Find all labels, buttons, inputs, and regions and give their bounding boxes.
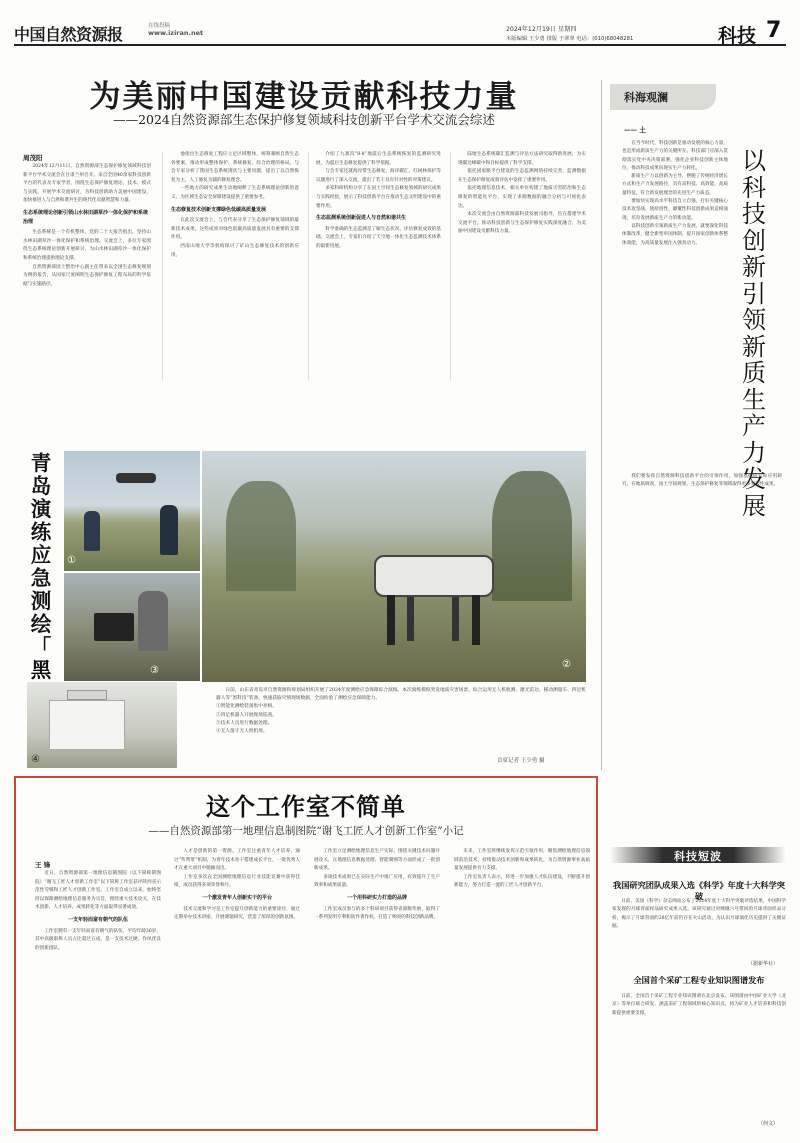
lead-paragraph: 他指出生态修复工程应立足区域整体，统筹兼顾自然生态各要素，推动形成整体保护、系统修复、综合治理的格局。与会专家分析了我国生态系统现状与主要问题，提出了以自然恢复为主、人工修复为辅的修复理念。 <box>171 152 299 183</box>
lead-paragraph: 生态系统是一个有机整体，党的二十大报告指出，坚持山水林田湖草沙一体化保护和系统治理。交流会上，多位专家围绕生态系统理论创新开展研讨，为山水林田湖草沙一体化保护和系统治理提供理论支撑。 <box>23 230 151 261</box>
feature-subtitle: ——自然资源部第一地理信息制图院“谢飞工匠人才创新工作室”小记 <box>148 825 464 837</box>
photo-robot-dog <box>202 451 586 682</box>
sidebar-title-char: 发 <box>742 465 766 493</box>
sidebar-title-char: 技 <box>742 200 766 228</box>
photo-drone-station <box>27 682 177 768</box>
feature-paragraph: 近日，自然资源部第一地理信息制图院（以下简称制图院）“谢飞工匠人才创新工作室”以下简称工作室获评陕西省示范性劳模和工匠人才创新工作室。工作室自成立以来，始终坚持以保障测绘地理信息服务为宗旨，围绕重大技术攻关，在技术创新、人才培养、成果转化等方面取得显著成效。 <box>35 871 161 911</box>
sidebar-kicker-label: 科海观澜 <box>624 91 668 104</box>
lead-col-4 <box>458 151 586 381</box>
sidebar-paragraph: 我们要发挥自然资源科技创新平台的引领作用，加强基础研究和应用研究，在地质调查、国土空间规划、生态保护修复等领域取得更多突破性成果。 <box>622 474 782 488</box>
site-label: 在线投稿 <box>148 23 171 29</box>
feature-subhead: 一个激发青年人创新实干的平台 <box>201 894 272 901</box>
photo-headline-char: 演 <box>30 497 52 521</box>
feature-byline: 王 锋 <box>35 861 51 869</box>
lead-paragraph: 自然资源部国土整治中心副主任带来以全国生态修复规划为例的报告，从国家尺度阐明生态保护修复工程布局的科学依据与实施路径。 <box>23 264 151 287</box>
feature-subhead: 一个用科研实力打造的品牌 <box>346 894 407 901</box>
photo-caption-item: ②四足机器人开展现场巡查。 <box>216 712 277 718</box>
column-rule <box>450 152 451 380</box>
feature-paragraph: 未来，工作室将继续发挥示范引领作用，聚焦测绘地理信息领域前沿技术，持续推动技术创新和成果转化，为自然资源事业高质量发展提供有力支撑。 <box>454 849 590 872</box>
column-rule <box>162 152 163 380</box>
lead-subhead: 生态监测系统创新促进人与自然和谐共生 <box>316 215 407 222</box>
section-name: 科技 <box>718 25 757 47</box>
photo-headline-char: 岛 <box>30 474 52 498</box>
sidebar-byline: —— 土 <box>624 126 646 134</box>
lead-subtitle: ——2024自然资源部生态保护修复领域科技创新平台学术交流会综述 <box>113 112 495 127</box>
sidebar-title-char: 产 <box>742 412 766 440</box>
feature-col-4 <box>454 848 590 1125</box>
feature-title: 这个工作室不简单 <box>206 792 406 821</box>
photo-credit: 首席记者 王少勇 摄 <box>497 758 545 764</box>
news-headline: 我国研究团队成果入选《科学》年度十大科学突破 <box>613 880 785 901</box>
lead-paragraph: 在此次交流会上，与会代表分享了生态保护修复领域的最新技术成果，这些成果对绿色低碳高质量发展具有重要的支撑作用。 <box>171 218 299 241</box>
sidebar-title <box>735 148 773 519</box>
feature-paragraph: 工作室立足测绘地理信息生产实际，围绕关键技术问题开展攻关，在地理信息数据处理、智能制图等方面形成了一批创新成果。 <box>314 849 440 872</box>
feature-col-1 <box>35 870 161 1125</box>
site-url[interactable]: www.iziran.net <box>148 29 204 37</box>
photo-headline-char: 黑 <box>30 658 52 682</box>
photo-label: ③ <box>150 665 159 676</box>
sidebar-title-char: 领 <box>742 306 766 334</box>
lead-col-1 <box>23 163 151 463</box>
lead-paragraph: 依托地理信息技术，相关单位构建了地质灾害防治和生态修复的智能化平台，实现了多源数据的融合分析与可视化表达。 <box>458 186 586 209</box>
lead-paragraph: 科学准确的生态监测是了解生态状况、评估修复成效的基础。交流会上，专家们介绍了天空地一体化生态监测技术体系的最新进展。 <box>316 226 441 249</box>
news-item-1 <box>612 898 786 960</box>
sidebar-title-char: 引 <box>742 279 766 308</box>
page-number: 7 <box>766 18 782 43</box>
sidebar-paragraph: 要加快实现高水平科技自立自强，打好关键核心技术攻坚战，使原创性、颠覆性科技创新成果竞相涌现，培育发展新质生产力的新动能。 <box>622 199 728 221</box>
sidebar-text-bottom <box>622 473 782 763</box>
photo-caption-item: ①智能化测绘装备集中亮相。 <box>216 704 277 710</box>
photo-label: ① <box>67 555 76 566</box>
news-source: （何文） <box>758 1121 779 1127</box>
date-line: 2024年12月19日 星期四 <box>506 26 577 33</box>
photo-drone-team <box>64 451 200 571</box>
sidebar-title-char: 展 <box>742 491 766 520</box>
paper-name: 中国自然资源报 <box>14 25 123 44</box>
photo-caption-item: ④无人值守无人机机场。 <box>216 729 268 735</box>
photo-headline-char: 练 <box>30 520 52 544</box>
sidebar-title-char: 新 <box>742 332 766 361</box>
photo-label: ④ <box>31 754 40 765</box>
feature-col-3 <box>314 848 440 1125</box>
column-rule <box>308 152 309 380</box>
sidebar-title-char: 质 <box>742 359 766 387</box>
lead-paragraph: 一些地方的研究成果生动地阐释了生态系统理论创新的意义，为区域生态安全屏障建设提供了重要参考。 <box>171 186 299 200</box>
lead-title: 为美丽中国建设贡献科技力量 <box>89 79 519 115</box>
sidebar-paragraph: 在当今时代，科技创新是驱动发展的核心力量，也是形成新质生产力的关键所在。科技部门应深入贯彻落实党中央决策部署，强化企业科技创新主体地位，推动科技成果向现实生产力转化。 <box>622 141 728 171</box>
lead-paragraph: 依托国家级平台建设的生态监测网络持续完善，监测数据在生态保护修复成效评估中发挥了重要作用。 <box>458 169 586 183</box>
lead-subhead: 生态修复技术创新支撑绿色低碳高质量发展 <box>171 206 267 213</box>
sidebar-paragraph: 以科技创新引领新质生产力发展，就要深化科技体制改革，健全新型举国体制，提升国家创新体系整体效能，为高质量发展注入强劲动力。 <box>622 223 728 246</box>
lead-paragraph: 西南山地大学等机构探讨了矿山生态修复技术的创新应用。 <box>171 243 299 258</box>
feature-paragraph: 工作室成员参与的多个科研项目获得省部级奖励，取得了一系列发明专利和软件著作权，打造了响亮的科技创新品牌。 <box>314 906 440 921</box>
feature-paragraph: 技术交流和学习是工作室提升创新能力的重要途径，通过定期举办技术讲座、开展课题研究，营造了浓厚的创新氛围。 <box>174 906 300 921</box>
feature-paragraph: 工作室拥有一支年轻而富有朝气的队伍，平均年龄36岁，其中高级职称人员占比超过五成，是一支技术过硬、作风优良的创新团队。 <box>35 928 161 951</box>
sidebar-title-char: 以 <box>742 147 766 175</box>
lead-paragraph: 多家科研机构分享了在国土空间生态修复领域的研究成果与实践经验，展示了科技创新平台在推动生态文明建设中的重要作用。 <box>316 186 441 209</box>
lead-byline: 周茂阳 <box>23 154 43 162</box>
photo-headline-char: 测 <box>30 589 52 613</box>
news-source: （据新华社） <box>748 961 779 967</box>
feature-col-2 <box>174 848 300 1125</box>
sidebar-title-char: 力 <box>742 438 766 467</box>
photo-laptop-operator <box>64 573 200 681</box>
sidebar-paragraph: 新质生产力以创新为主导，摆脱了传统经济增长方式和生产力发展路径，具有高科技、高效能、高质量特征，符合新发展理念的先进生产力质态。 <box>622 174 728 196</box>
masthead-rule <box>14 44 786 46</box>
photo-caption-text: 日前，山东省青岛市自然资源和规划局组织开展了2024年度测绘应急保障综合演练。本次演练模拟突发地质灾害场景，综合运用无人机航测、激光雷达、移动测量车、四足机器人等“黑科技”装备，快速获取灾情现场数据，全面检验了测绘应急保障能力。 <box>216 688 586 702</box>
sidebar-title-char: 科 <box>742 173 766 202</box>
photo-headline-char: 「 <box>30 635 52 659</box>
editor-line: 本版编辑 王少勇 排版 于翠翠 电话：(010)68048281 <box>506 36 634 42</box>
lead-paragraph: 2024年12月11日，自然资源部生态保护修复领域科技创新平台学术交流会在甘肃兰州召开。来自全国40余家科技创新平台的代表及专家学者，围绕生态保护修复理论、技术、模式与实践，开展学术交流研讨，为科技创新助力美丽中国建设、加快推进人与自然和谐共生的现代化贡献智慧和力量。 <box>23 164 151 204</box>
sidebar-text-top <box>622 140 728 470</box>
photo-label: ② <box>562 659 571 670</box>
news-text: 日前，全国首个采矿工程专业知识图谱在北京发布。该图谱由中国矿业大学（北京）等单位联合研发，涵盖采矿工程领域的核心知识点，将为矿业人才培养和科技创新提供重要支撑。 <box>612 994 786 1016</box>
lead-paragraph: 陆地生态系统碳汇监测与评估方法研究取得新进展，为实现碳达峰碳中和目标提供了科学支撑。 <box>458 152 586 166</box>
feature-paragraph: 多项技术成果已在实际生产中推广应用，有效提升了生产效率和成果质量。 <box>314 874 440 889</box>
lead-col-3 <box>316 151 441 381</box>
photo-headline-char: 青 <box>30 451 52 475</box>
feature-subhead: 一支年轻而富有朝气的队伍 <box>67 916 128 923</box>
sidebar-title-char: 生 <box>742 385 766 414</box>
feature-paragraph: 人才是创新的第一资源。工作室注重青年人才培养，通过“传帮带”机制，为青年技术骨干搭建成长平台，一批优秀人才在重大项目中脱颖而出。 <box>174 849 300 872</box>
news-headline: 全国首个采矿工程专业知识图谱发布 <box>633 975 765 985</box>
feature-paragraph: 工作室负责人表示，将进一步加强人才队伍建设，不断提升创新能力，努力打造一流的工匠人才创新平台。 <box>454 874 590 889</box>
photo-headline-char: 绘 <box>30 612 52 636</box>
sidebar-title-char: 创 <box>742 226 766 255</box>
sidebar-title-char: 新 <box>742 253 766 281</box>
lead-paragraph: 本次交流会由自然资源部科技发展司指导，旨在搭建学术交流平台，推动科技创新与生态保护修复实践深度融合，为美丽中国建设贡献科技力量。 <box>458 212 586 235</box>
feature-paragraph: 工作室多次在全国测绘地理信息行业技能竞赛中获得佳绩，成员获得多项荣誉称号。 <box>174 874 300 889</box>
masthead <box>14 14 786 47</box>
lead-paragraph: 与会专家还就海岸带生态修复、海洋碳汇、红树林保护等议题进行了深入交流，提出了若干具有针对性的对策建议。 <box>316 169 441 183</box>
photo-headline-char: 应 <box>30 543 52 567</box>
lead-paragraph: 介绍了九寨沟“8·8”地震后生态系统恢复的监测研究进展，为震后生态修复提供了科学依据。 <box>316 152 441 166</box>
photo-caption-item: ③技术人员进行数据处理。 <box>216 720 273 726</box>
photo-caption <box>216 687 586 747</box>
news-kicker: 科技短波 <box>674 850 722 863</box>
news-text: 日前，美国《科学》杂志网站公布了2024年度十大科学突破评选结果，中国科学家发现的月球背面样品研究成果入选。该研究通过对嫦娥六号带回的月球背面样品分析，揭示了月球背面约28亿年前仍存在火山活动，为认识月球演化历史提供了关键证据。 <box>612 899 786 929</box>
lead-col-2 <box>171 151 299 381</box>
lead-subhead: 生态系统理论创新引领山水林田湖草沙一体化保护和系统治理 <box>23 209 149 225</box>
photo-headline-char: 急 <box>30 566 52 590</box>
news-item-2 <box>612 993 786 1118</box>
